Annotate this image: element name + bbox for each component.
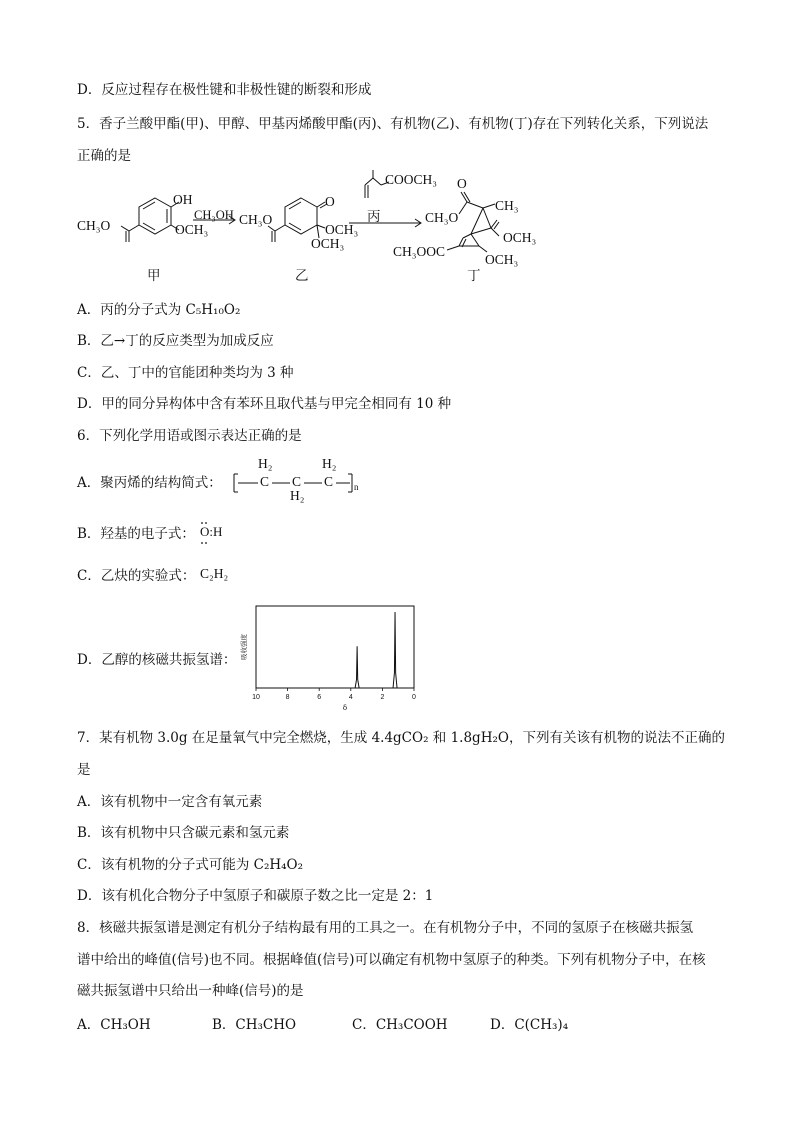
pp-c-1: C bbox=[260, 474, 270, 489]
nmr-y-axis-label: 吸收强度 bbox=[240, 634, 248, 660]
nmr-tick-label-10: 10 bbox=[252, 694, 260, 701]
q7-stem-line2: 是 bbox=[77, 762, 91, 778]
q5-reaction-scheme bbox=[75, 170, 555, 285]
q6-option-b-label: B．羟基的电子式： bbox=[77, 526, 195, 542]
jia-benzene-ring bbox=[139, 198, 171, 234]
polypropylene-structure bbox=[228, 458, 368, 506]
q8-option-b: B．CH₃CHO bbox=[212, 1017, 297, 1033]
q8-option-d: D．C(CH₃)₄ bbox=[490, 1017, 569, 1033]
q7-stem-line1: 7．某有机物 3.0g 在足量氧气中完全燃烧，生成 4.4gCO₂ 和 1.8gH₂O，下列有关该有机物的说法不正确的 bbox=[77, 730, 725, 746]
q7-option-a: A．该有机物中一定含有氧元素 bbox=[77, 794, 263, 810]
q6-option-d-label: D．乙醇的核磁共振氢谱： bbox=[77, 652, 237, 668]
ethanol-nmr-chart bbox=[240, 602, 420, 712]
nmr-peaks bbox=[355, 612, 397, 688]
nmr-peak-1 bbox=[355, 646, 359, 688]
q6-stem: 6．下列化学用语或图示表达正确的是 bbox=[77, 428, 302, 444]
q7-option-c: C．该有机物的分子式可能为 C₂H₄O₂ bbox=[77, 857, 304, 873]
q5-option-c: C．乙、丁中的官能团种类均为 3 种 bbox=[77, 365, 294, 381]
nmr-x-axis-label: δ bbox=[342, 704, 348, 712]
jia-methyl-ester-label: CH₃O bbox=[77, 218, 111, 233]
electron-dots-bottom bbox=[199, 540, 213, 546]
q8-stem-line1: 8．核磁共振氢谱是测定有机分子结构最有用的工具之一。在有机物分子中，不同的氢原子在核磁共振氢 bbox=[77, 920, 694, 936]
nmr-tick-label-0: 0 bbox=[412, 694, 416, 701]
hydroxyl-electron-formula: O:H bbox=[200, 524, 223, 539]
pp-c-3: C bbox=[324, 474, 334, 489]
q5-stem-line2: 正确的是 bbox=[77, 148, 131, 164]
q8-option-c: C．CH₃COOH bbox=[352, 1017, 448, 1033]
yi-caption: 乙 bbox=[295, 268, 309, 284]
q5-option-b: B．乙→丁的反应类型为加成反应 bbox=[77, 333, 274, 349]
jia-caption: 甲 bbox=[147, 268, 161, 284]
q5-option-a: A．丙的分子式为 C₅H₁₀O₂ bbox=[77, 302, 241, 318]
pp-h2-top-1: H₂ bbox=[258, 456, 273, 471]
yi-ketone-o-label: O bbox=[325, 194, 335, 209]
q6-option-c-label: C．乙炔的实验式： bbox=[77, 568, 196, 584]
bing-label: 丙 bbox=[367, 209, 381, 224]
nmr-peak-2 bbox=[393, 612, 397, 688]
q7-option-d: D．该有机化合物分子中氢原子和碳原子数之比一定是 2：1 bbox=[77, 888, 434, 904]
yi-ome-label-2: OCH₃ bbox=[311, 236, 345, 251]
pp-n-subscript: n bbox=[354, 482, 359, 492]
ding-methyl-label: CH₃ bbox=[495, 198, 519, 213]
q8-stem-line3: 磁共振氢谱中只给出一种峰(信号)的是 bbox=[77, 983, 304, 999]
q5-stem-line1: 5．香子兰酸甲酯(甲)、甲醇、甲基丙烯酸甲酯(丙)、有机物(乙)、有机物(丁)存在下列转化关系，下列说法 bbox=[77, 116, 709, 132]
nmr-tick-label-2: 2 bbox=[380, 694, 385, 701]
yi-methyl-ester-label: CH₃O bbox=[239, 212, 273, 227]
acetylene-empirical-formula: C₂H₂ bbox=[200, 566, 229, 581]
q4-option-d: D．反应过程存在极性键和非极性键的断裂和形成 bbox=[77, 82, 372, 98]
yi-ome-label-1: OCH₃ bbox=[325, 222, 359, 237]
bing-ester-label: COOCH₃ bbox=[385, 172, 437, 187]
q8-stem-line2: 谱中给出的峰值(信号)也不同。根据峰值(信号)可以确定有机物中氢原子的种类。下列有机物分子中，在核 bbox=[77, 952, 706, 968]
reagent-methanol: CH₃OH bbox=[194, 208, 234, 222]
nmr-tick-label-6: 6 bbox=[317, 694, 322, 701]
q6-option-a-label: A．聚丙烯的结构简式： bbox=[77, 475, 222, 491]
yi-ring bbox=[285, 198, 317, 234]
q5-option-d: D．甲的同分异构体中含有苯环且取代基与甲完全相同有 10 种 bbox=[77, 396, 452, 412]
jia-oh-label: OH bbox=[173, 192, 193, 207]
ding-ome-label-1: OCH₃ bbox=[503, 230, 537, 245]
q7-option-b: B．该有机物中只含碳元素和氢元素 bbox=[77, 825, 290, 841]
ding-top-ester-label: CH₃O bbox=[425, 210, 459, 225]
ding-carbonyl-o-label: O bbox=[457, 176, 467, 191]
jia-ome-label: OCH₃ bbox=[175, 222, 209, 237]
pp-h2-bottom: H₂ bbox=[290, 488, 305, 503]
nmr-plot-frame bbox=[256, 606, 414, 688]
pp-h2-top-2: H₂ bbox=[322, 456, 337, 471]
nmr-tick-label-4: 4 bbox=[348, 694, 353, 701]
ding-ester-label: CH₃OOC bbox=[393, 244, 445, 259]
nmr-x-axis bbox=[252, 688, 416, 701]
electron-dots-top bbox=[199, 520, 213, 526]
q8-option-a: A．CH₃OH bbox=[77, 1017, 151, 1033]
pp-c-2: C bbox=[292, 474, 302, 489]
nmr-tick-label-8: 8 bbox=[285, 694, 290, 701]
ding-ome-label-2: OCH₃ bbox=[485, 252, 519, 267]
ding-caption: 丁 bbox=[467, 268, 481, 284]
